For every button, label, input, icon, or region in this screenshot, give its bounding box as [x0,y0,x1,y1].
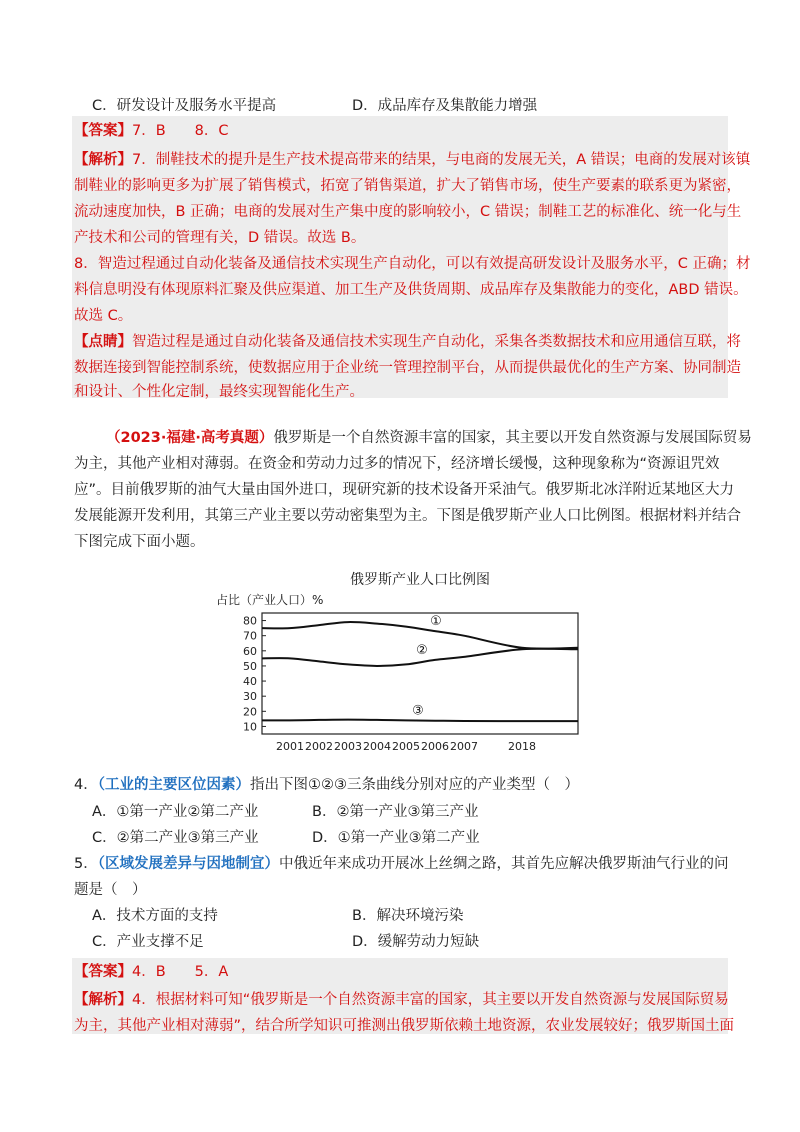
series-label-1: ① [430,614,442,630]
comment-text: 智造过程是通过自动化装备及通信技术实现生产自动化，采集各类数据技术和应用通信互联，将 [132,334,741,350]
comment-line-1 [74,332,741,352]
material-source: （2023·福建·高考真题） [106,430,274,446]
analysis-tag: 【解析】 [74,152,132,168]
x-tick-label: 2003 [334,740,362,753]
chart-ylabel: 占比（产业人口）% [216,593,324,607]
analysis-line-6: 料信息明没有体现原料汇聚及供应渠道、加工生产及供货周期、成品库存及集散能力的变化，ABD 错误。 [74,282,748,298]
y-tick-label: 50 [243,659,257,673]
answer2-text: 4．B 5．A [132,964,229,980]
material-line-3: 应”。目前俄罗斯的油气大量由国外进口，现研究新的技术设备开采油气。俄罗斯北冰洋附近某地区大力 [74,482,735,498]
answer2-line [74,962,228,982]
series-label-2: ② [416,642,428,658]
analysis2-line-1 [74,990,729,1010]
q5-stem [74,854,728,874]
population-ratio-chart [0,560,800,760]
prev-option-d: D．成品库存及集散能力增强 [352,98,538,114]
q4-option-a[interactable]: A．①第一产业②第二产业 [92,804,259,820]
q5-option-b[interactable]: B．解决环境污染 [352,908,464,924]
q5-option-c[interactable]: C．产业支撑不足 [92,934,204,950]
q4-stem [74,775,579,795]
y-tick-label: 70 [243,629,257,643]
series-line-3 [262,720,578,722]
answer2-tag: 【答案】 [74,964,132,980]
analysis-line-3: 流动速度加快，B 正确；电商的发展对生产集中度的影响较小，C 错误；制鞋工艺的标准化、统一化与生 [74,204,742,220]
series-label-3: ③ [412,703,424,719]
analysis-text: 7．制鞋技术的提升是生产技术提高带来的结果，与电商的发展无关，A 错误；电商的发展对该镇 [132,152,751,168]
analysis-line-1 [74,150,750,170]
material-line-5: 下图完成下面小题。 [74,534,205,550]
q5-option-d[interactable]: D．缓解劳动力短缺 [352,934,480,950]
analysis-line-5: 8．智造过程通过自动化装备及通信技术实现生产自动化，可以有效提高研发设计及服务水平，C 正确；材 [74,256,751,272]
analysis-line-2: 制鞋业的影响更多为扩展了销售模式，拓宽了销售渠道，扩大了销售市场，使生产要素的联系更为紧密， [74,178,741,194]
x-tick-label: 2001 [276,740,304,753]
analysis2-line-2: 为主，其他产业相对薄弱”，结合所学知识可推测出俄罗斯依赖土地资源，农业发展较好；俄罗斯国土面 [74,1018,735,1034]
comment-line-2: 数据连接到智能控制系统，使数据应用于企业统一管理控制平台，从而提供最优化的生产方案、协同制造 [74,360,741,376]
y-tick-label: 60 [243,644,257,658]
q5-number: 5． [74,856,98,872]
analysis2-tag: 【解析】 [74,992,132,1008]
analysis-line-7: 故选 C。 [74,308,133,324]
y-tick-label: 40 [243,675,257,689]
answer-text: 7．B 8．C [132,123,229,139]
q5-option-a[interactable]: A．技术方面的支持 [92,908,218,924]
comment-tag: 【点睛】 [74,334,132,350]
answer-tag: 【答案】 [74,123,132,139]
x-tick-label: 2018 [508,740,536,753]
material-line-4: 发展能源开发利用，其第三产业主要以劳动密集型为主。下图是俄罗斯产业人口比例图。根据材料并结合 [74,508,741,524]
y-tick-label: 10 [243,720,257,734]
material-line-2: 为主，其他产业相对薄弱。在资金和劳动力过多的情况下，经济增长缓慢，这种现象称为“资源诅咒效 [74,456,720,472]
q4-option-c[interactable]: C．②第二产业③第三产业 [92,830,259,846]
analysis2-text: 4．根据材料可知“俄罗斯是一个自然资源丰富的国家，其主要以开发自然资源与发展国际贸易 [132,992,729,1008]
material-text: 俄罗斯是一个自然资源丰富的国家，其主要以开发自然资源与发展国际贸易 [273,430,752,446]
q4-option-d[interactable]: D．①第一产业③第二产业 [312,830,480,846]
comment-line-3: 和设计、个性化定制，最终实现智能化生产。 [74,384,364,400]
q5-tag: （区域发展差异与因地制宜） [97,856,279,872]
q4-option-b[interactable]: B．②第一产业③第三产业 [312,804,479,820]
x-tick-label: 2004 [363,740,391,753]
q4-number: 4． [74,777,98,793]
prev-option-c: C．研发设计及服务水平提高 [92,98,277,114]
y-tick-label: 80 [243,614,257,628]
y-tick-label: 20 [243,705,257,719]
answer-line-1 [74,121,229,141]
x-tick-label: 2007 [450,740,478,753]
q5-stem-line-2: 题是（ ） [74,882,147,898]
analysis-line-4: 产技术和公司的管理有关，D 错误。故选 B。 [74,230,366,246]
q5-stem-text: 中俄近年来成功开展冰上丝绸之路，其首先应解决俄罗斯油气行业的问 [278,856,729,872]
chart-title: 俄罗斯产业人口比例图 [350,572,490,588]
x-tick-label: 2006 [421,740,449,753]
q4-tag: （工业的主要区位因素） [97,777,250,793]
q4-stem-text: 指出下图①②③三条曲线分别对应的产业类型（ ） [249,777,579,793]
x-tick-label: 2005 [392,740,420,753]
y-tick-label: 30 [243,690,257,704]
x-tick-label: 2002 [305,740,333,753]
material-line-1 [106,428,752,448]
